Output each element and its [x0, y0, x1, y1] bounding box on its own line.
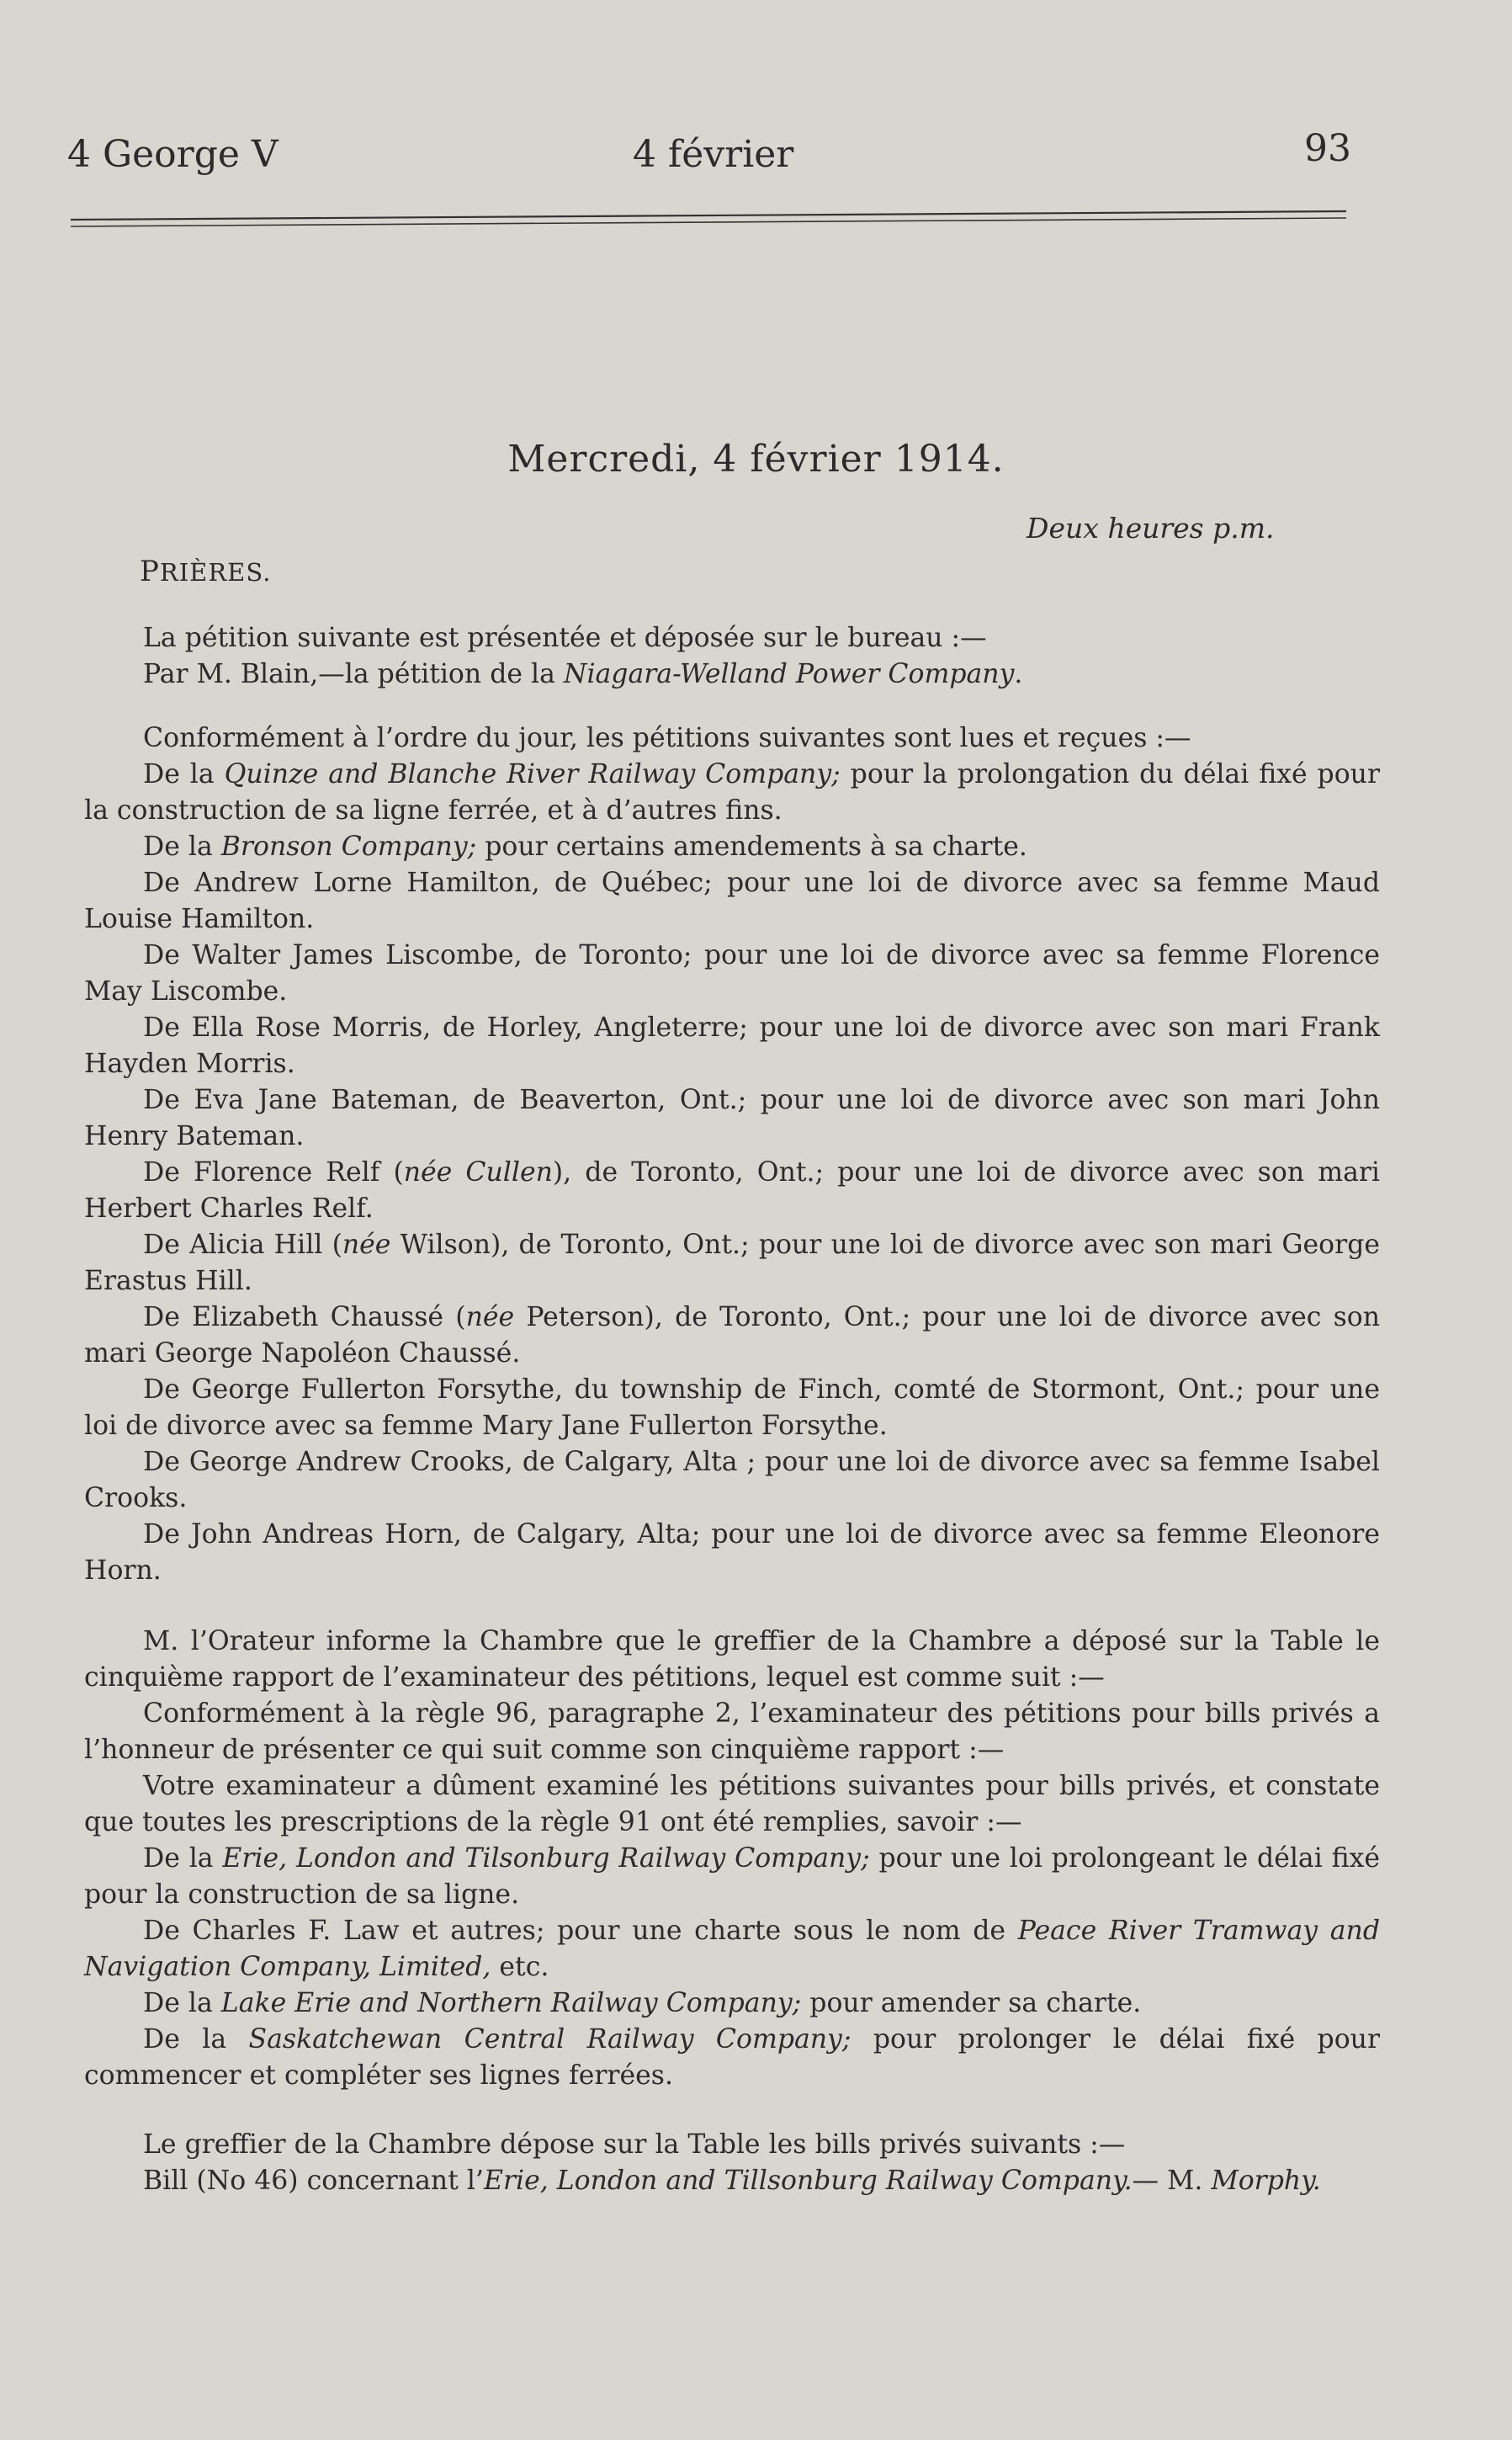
- examiner-report-section: [84, 1624, 1380, 2094]
- report-entry-law: [84, 1913, 1380, 1985]
- entry-text: De la: [143, 759, 225, 789]
- entry-text: Peterson), de Toronto, Ont.; pour une loi de divorce avec son mari George Napoléon Chaussé.: [84, 1302, 1380, 1369]
- entry-text: pour prolonger le délai fixé pour commencer et compléter ses lignes ferrées.: [84, 2024, 1381, 2091]
- petitions-received-intro: Conformément à l’ordre du jour, les pétitions suivantes sont lues et reçues :—: [143, 723, 1191, 753]
- petition-entry-horn: De John Andreas Horn, de Calgary, Alta; pour une loi de divorce avec sa femme Eleonore Horn.: [84, 1519, 1380, 1586]
- private-bills-section: [84, 2127, 1380, 2199]
- petition-entry-chausse: [84, 1300, 1380, 1372]
- petition-entry-relf: [84, 1155, 1380, 1227]
- report-rule-96: Conformément à la règle 96, paragraphe 2, l’examinateur des pétitions pour bills privés a l’honneur de présenter ce qui suit comme son cinquième rapport :—: [84, 1698, 1380, 1765]
- entry-text: De Alicia Hill (: [143, 1230, 342, 1260]
- sitting-date-title: Mercredi, 4 février 1914.: [507, 438, 1005, 481]
- report-intro: M. l’Orateur informe la Chambre que le greffier de la Chambre a déposé sur la Table le cinquième rapport de l’examinateur des pétitions, lequel est comme suit :—: [84, 1626, 1380, 1693]
- petition-entry-bronson: [84, 829, 1380, 865]
- entry-text: De Florence Relf (: [143, 1157, 404, 1188]
- entry-text: pour la prolongation du délai fixé pour la construction de sa ligne ferrée, et à d’autres fins.: [84, 759, 1381, 826]
- running-header-date: 4 février: [633, 133, 794, 176]
- prayers-rest: RIÈRES.: [159, 558, 272, 587]
- entry-company: Bronson Company;: [220, 832, 477, 862]
- report-entry-erie: [84, 1841, 1380, 1913]
- entry-text: ), de Toronto, Ont.; pour une loi de divorce avec son mari Herbert Charles Relf.: [84, 1157, 1380, 1224]
- petition-entry-crooks: De George Andrew Crooks, de Calgary, Alta ; pour une loi de divorce avec sa femme Isabel Crooks.: [84, 1447, 1380, 1513]
- petition-entry-morris: De Ella Rose Morris, de Horley, Angleterre; pour une loi de divorce avec son mari Frank Hayden Morris.: [84, 1013, 1380, 1079]
- petition-entry-bateman: De Eva Jane Bateman, de Beaverton, Ont.; pour une loi de divorce avec son mari John Henry Bateman.: [84, 1085, 1380, 1151]
- bill-sponsor: Morphy.: [1211, 2166, 1321, 2196]
- entry-company: Quinze and Blanche River Railway Company;: [224, 759, 841, 789]
- entry-text: De la: [143, 1843, 223, 1874]
- entry-company: Erie, London and Tilsonburg Railway Company;: [222, 1843, 870, 1874]
- petition-entry-liscombe: De Walter James Liscombe, de Toronto; pour une loi de divorce avec sa femme Florence May Liscombe.: [84, 940, 1380, 1007]
- entry-text: pour une loi prolongeant le délai fixé pour la construction de sa ligne.: [84, 1843, 1380, 1910]
- petition-presented-company: Niagara-Welland Power Company: [563, 659, 1015, 689]
- petition-presented-text: Par M. Blain,—la pétition de la: [143, 659, 564, 689]
- entry-company: Peace River Tramway and Navigation Company, Limited,: [84, 1916, 1380, 1982]
- report-entry-saskatchewan: [84, 2022, 1380, 2094]
- report-examined: Votre examinateur a dûment examiné les pétitions suivantes pour bills privés, et constate que toutes les prescriptions de la règle 91 ont été remplies, savoir :—: [84, 1771, 1380, 1837]
- entry-company: Erie, London and Tillsonburg Railway Company.: [483, 2166, 1133, 2196]
- petition-entry-quinze: [84, 757, 1380, 829]
- entry-nee: née Cullen: [403, 1157, 553, 1188]
- bills-intro: Le greffier de la Chambre dépose sur la Table les bills privés suivants :—: [143, 2129, 1126, 2160]
- entry-text: De Elizabeth Chaussé (: [143, 1302, 466, 1332]
- petition-entry-hamilton: De Andrew Lorne Hamilton, de Québec; pour une loi de divorce avec sa femme Maud Louise Hamilton.: [84, 868, 1380, 934]
- report-entry-lake-erie: [84, 1985, 1380, 2022]
- entry-text: pour amender sa charte.: [801, 1988, 1142, 2018]
- petition-entry-forsythe: De George Fullerton Forsythe, du township de Finch, comté de Stormont, Ont.; pour une loi de divorce avec sa femme Mary Jane Fullerton Forsythe.: [84, 1374, 1380, 1441]
- entry-text: etc.: [491, 1952, 549, 1982]
- entry-text: De la: [143, 832, 221, 862]
- petition-presented-intro: La pétition suivante est présentée et déposée sur le bureau :—: [143, 623, 987, 653]
- entry-text: pour certains amendements à sa charte.: [476, 832, 1027, 862]
- petitions-received-section: [84, 720, 1380, 1589]
- entry-text: De la: [143, 2024, 249, 2055]
- entry-text: — M.: [1132, 2166, 1212, 2196]
- petition-presented-end: .: [1014, 659, 1023, 689]
- entry-text: De Charles F. Law et autres; pour une charte sous le nom de: [143, 1916, 1018, 1946]
- entry-nee: née: [465, 1302, 515, 1332]
- entry-company: Lake Erie and Northern Railway Company;: [220, 1988, 802, 2018]
- prayers-heading: [140, 555, 271, 588]
- entry-company: Saskatchewan Central Railway Company;: [248, 2024, 851, 2055]
- prayers-initial: P: [140, 555, 160, 588]
- header-double-rule: [71, 208, 1346, 228]
- petition-presented-entry: [84, 657, 1380, 693]
- sitting-time: Deux heures p.m.: [1027, 512, 1275, 545]
- running-header-regnal-year: 4 George V: [67, 133, 279, 176]
- entry-text: Bill (No 46) concernant l’: [143, 2166, 484, 2196]
- petition-presented-section: [84, 620, 1380, 693]
- page-number: 93: [1304, 127, 1351, 170]
- entry-text: De la: [143, 1988, 221, 2018]
- bill-entry-46: [84, 2163, 1380, 2199]
- entry-text: Wilson), de Toronto, Ont.; pour une loi de divorce avec son mari George Erastus Hill.: [84, 1230, 1381, 1296]
- petition-entry-hill: [84, 1227, 1380, 1300]
- entry-nee: née: [342, 1230, 391, 1260]
